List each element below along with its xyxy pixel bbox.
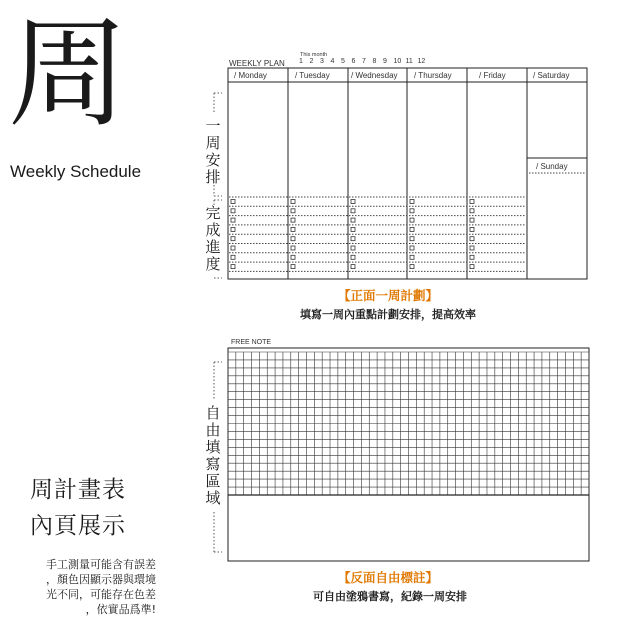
label-week-plan: 一 周 安 排 (205, 117, 221, 186)
progress-checkbox (470, 255, 474, 259)
title-line-2: 內頁展示 (30, 513, 126, 539)
disclaimer-line: 光不同，可能存在色差 (46, 588, 156, 601)
progress-checkbox (291, 227, 295, 231)
day-monday: / Monday (234, 71, 267, 80)
month-number: 5 (341, 58, 345, 65)
progress-checkbox (291, 209, 295, 213)
month-number: 10 (393, 58, 402, 65)
progress-checkbox (231, 255, 235, 259)
progress-checkbox (470, 227, 474, 231)
progress-checkbox (470, 265, 474, 269)
progress-checkbox (351, 209, 355, 213)
progress-checkbox (231, 218, 235, 222)
month-number: 1 (299, 58, 303, 65)
day-thursday: / Thursday (414, 71, 452, 80)
progress-checkbox (470, 218, 474, 222)
month-number: 7 (362, 58, 366, 65)
progress-checkbox (231, 227, 235, 231)
progress-checkbox (291, 237, 295, 241)
disclaimer-line: 手工測量可能含有誤差 (46, 558, 156, 571)
month-number: 6 (351, 58, 356, 65)
month-number: 12 (417, 58, 426, 65)
front-caption: 【正面一周計劃】 (338, 288, 439, 303)
this-month-label: This month (300, 52, 328, 58)
progress-checkbox (410, 255, 414, 259)
progress-checkbox (410, 237, 414, 241)
back-caption: 【反面自由標註】 (338, 570, 439, 585)
weekly-plan-header: WEEKLY PLAN (229, 59, 285, 68)
subtitle: Weekly Schedule (10, 162, 142, 181)
disclaimer-line: ，顏色因顯示器與環境 (46, 573, 156, 586)
day-friday: / Friday (479, 71, 506, 80)
month-number: 9 (383, 58, 387, 65)
progress-checkbox (470, 237, 474, 241)
progress-checkbox (351, 255, 355, 259)
front-description: 填寫一周內重點計劃安排，提高效率 (300, 308, 476, 321)
progress-checkbox (410, 227, 414, 231)
front-brackets (214, 93, 222, 278)
progress-checkbox (351, 237, 355, 241)
free-note-header: FREE NOTE (231, 339, 272, 346)
month-number: 8 (372, 58, 377, 65)
day-tuesday: / Tuesday (295, 71, 330, 80)
title-line-1: 周計畫表 (30, 477, 126, 503)
progress-checkbox (231, 237, 235, 241)
progress-checkbox (231, 209, 235, 213)
progress-checkbox (291, 218, 295, 222)
back-description: 可自由塗鴉書寫，紀錄一周安排 (313, 590, 467, 603)
day-wednesday: / Wednesday (351, 71, 398, 80)
label-progress: 完 成 進 度 (205, 204, 221, 273)
day-sunday: / Sunday (536, 162, 568, 171)
big-character: 周 (8, 5, 128, 144)
progress-checkbox (351, 218, 355, 222)
progress-checkbox (291, 265, 295, 269)
progress-checkbox (231, 246, 235, 250)
progress-checkbox (351, 265, 355, 269)
progress-checkbox (291, 255, 295, 259)
day-saturday: / Saturday (533, 71, 570, 80)
disclaimer-line: ，依實品爲準! (85, 603, 156, 616)
month-number: 4 (330, 58, 335, 65)
progress-checkbox (291, 200, 295, 204)
progress-checkbox (410, 246, 414, 250)
progress-checkbox (470, 200, 474, 204)
progress-checkbox (291, 246, 295, 250)
progress-checkbox (410, 200, 414, 204)
month-number: 3 (320, 58, 324, 65)
progress-checkbox (351, 227, 355, 231)
progress-checkbox (410, 209, 414, 213)
progress-checkbox (470, 246, 474, 250)
progress-checkbox (410, 218, 414, 222)
progress-checkbox (470, 209, 474, 213)
progress-checkbox (351, 246, 355, 250)
progress-checkbox (351, 200, 355, 204)
month-number: 2 (309, 58, 314, 65)
progress-checkbox (231, 265, 235, 269)
progress-checkbox (231, 200, 235, 204)
progress-checkbox (410, 265, 414, 269)
label-free-area: 自 由 填 寫 區 域 (205, 404, 221, 507)
month-number: 11 (405, 58, 413, 65)
